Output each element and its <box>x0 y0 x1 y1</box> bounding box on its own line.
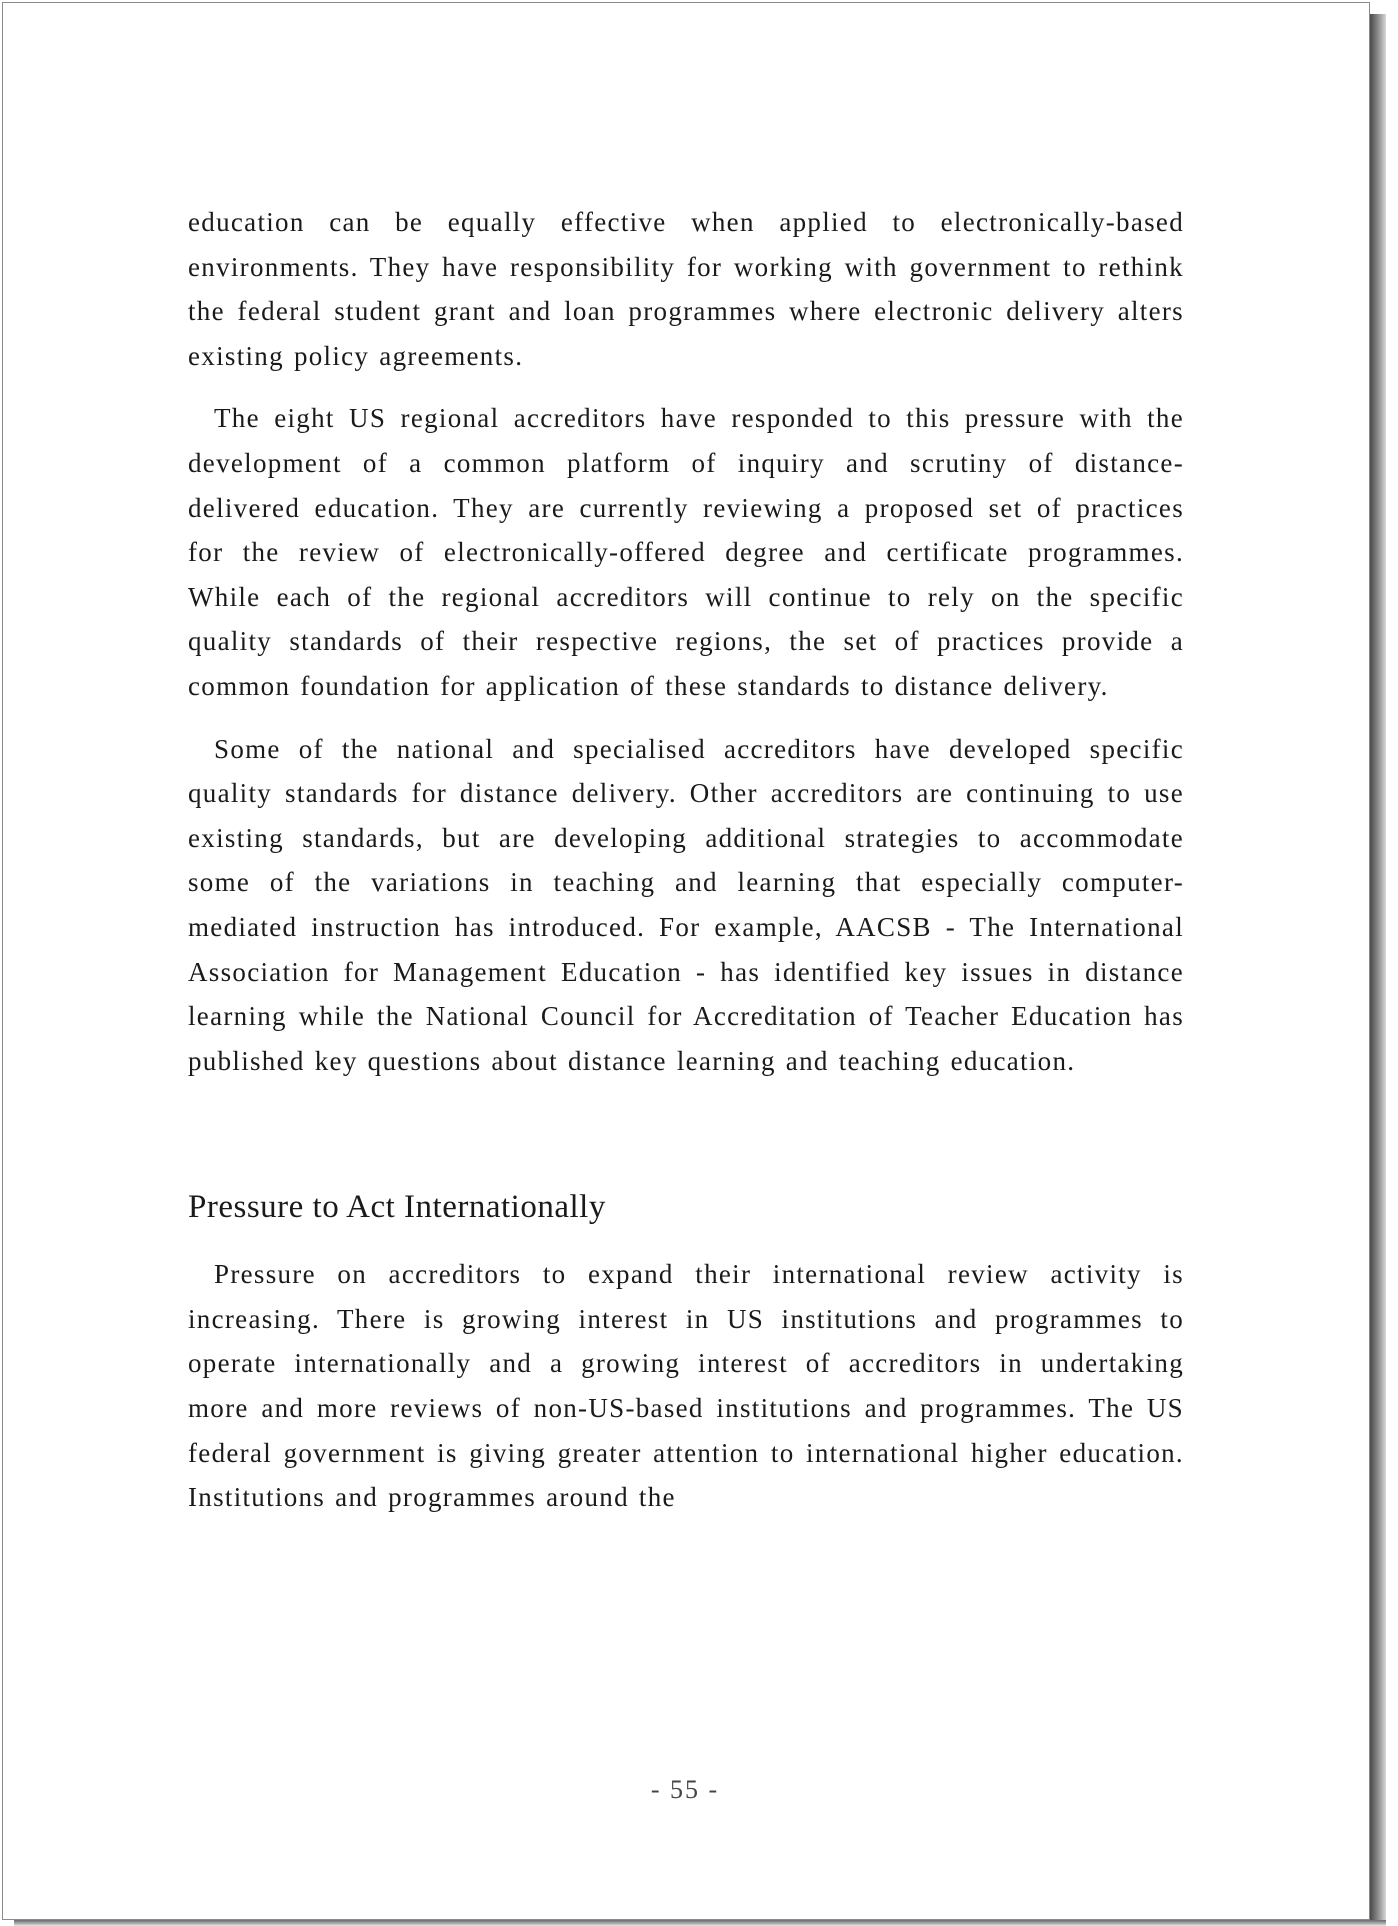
paragraph-continued: education can be equally effective when applied to electronically-based environments. They have responsibility for working with government to rethink the federal student grant and loan programmes where electronic delivery alters existing policy agreements. <box>188 207 1184 371</box>
paragraph-regional-accreditors: The eight US regional accreditors have responded to this pressure with the development of a common platform of inquiry and scrutiny of distance-delivered education. They are currently reviewing a proposed set of practices for the review of electronically-offered degree and certificate programmes. While each of the regional accreditors will continue to rely on the specific quality standards of their respective regions, the set of practices provide a common foundation for application of these standards to distance delivery. <box>188 403 1184 701</box>
paragraph-international-pressure: Pressure on accreditors to expand their international review activity is increasing. There is growing interest in US institutions and programmes to operate internationally and a growing interest of accreditors in undertaking more and more reviews of non-US-based institutions and programmes. The US federal government is giving greater attention to international higher education. Institutions and programmes around the <box>188 1259 1184 1513</box>
page-number: - 55 - <box>650 1775 720 1804</box>
section-heading: Pressure to Act Internationally <box>188 1189 606 1226</box>
page-edge-shadow-bottom <box>14 1920 1386 1926</box>
page-edge-shadow-right <box>1370 14 1386 1920</box>
paragraph-national-accreditors: Some of the national and specialised accreditors have developed specific quality standards for distance delivery. Other accreditors are continuing to use existing standards, but are developing additional strategies to accommodate some of the variations in teaching and learning that especially computer-mediated instruction has introduced. For example, AACSB - The International Association for Management Education - has identified key issues in distance learning while the National Council for Accreditation of Teacher Education has published key questions about distance learning and teaching education. <box>188 733 1184 1076</box>
page-body <box>188 200 1184 1538</box>
